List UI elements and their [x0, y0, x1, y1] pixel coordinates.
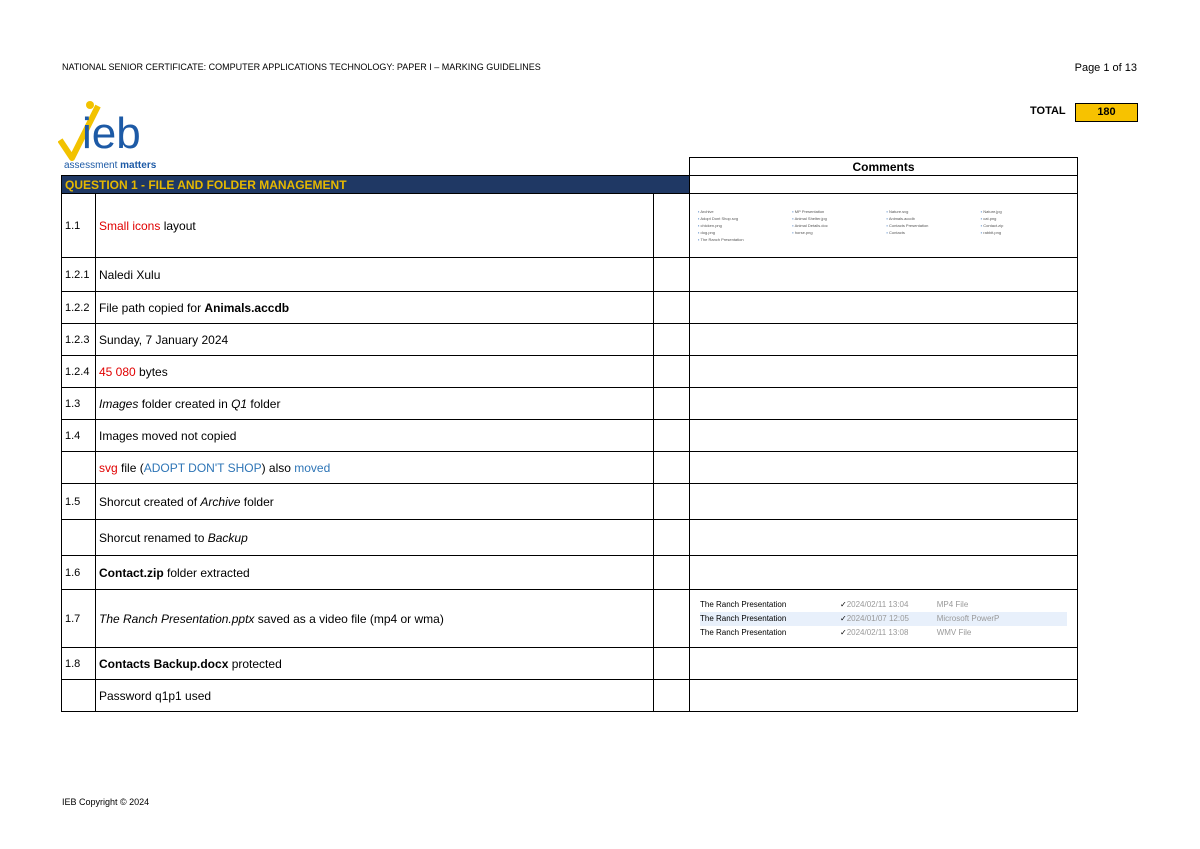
table-row: 1.5 Shorcut created of Archive folder	[62, 484, 1078, 520]
total-label: TOTAL	[1030, 105, 1066, 117]
thumb-file-item: ▪ The Ranch Presentation	[698, 237, 786, 242]
table-row: 1.2.1 Naledi Xulu	[62, 258, 1078, 292]
file-row	[700, 612, 1067, 626]
footer-copyright: IEB Copyright © 2024	[62, 797, 150, 807]
table-row: svg file (ADOPT DON'T SHOP) also moved	[62, 452, 1078, 484]
logo-wordmark: ieb	[82, 109, 141, 158]
thumb-file-item: ▪ Animal Shelter.jpg	[792, 216, 880, 221]
thumb-file-item: ▪ Contact.zip	[981, 223, 1069, 228]
thumb-file-item: ▪ MP Presentation	[792, 209, 880, 214]
small-icons-screenshot	[690, 205, 1077, 246]
file-status: ✓	[840, 628, 847, 637]
file-status: ✓	[840, 600, 847, 609]
table-row: 1.4 Images moved not copied	[62, 420, 1078, 452]
file-type: MP4 File	[936, 600, 969, 609]
thumb-file-item: ▪ Archive	[698, 209, 786, 214]
file-name: The Ranch Presentation	[700, 600, 787, 609]
table-row: 1.6 Contact.zip folder extracted	[62, 556, 1078, 590]
thumb-file-item: ▪ Contacts	[887, 230, 975, 235]
file-name: The Ranch Presentation	[700, 614, 787, 623]
total-value: 180	[1075, 103, 1138, 122]
file-name: The Ranch Presentation	[700, 628, 787, 637]
page-number: Page 1 of 13	[1074, 62, 1137, 74]
logo-tagline-b: matters	[120, 160, 157, 171]
thumb-file-item: ▪ Animals.accdb	[887, 216, 975, 221]
file-row	[700, 598, 1067, 612]
thumb-file-item: ▪ chicken.png	[698, 223, 786, 228]
file-date: 2024/02/11 13:08	[846, 628, 909, 637]
thumb-file-item: ▪ horse.png	[792, 230, 880, 235]
table-row: Shorcut renamed to Backup	[62, 520, 1078, 556]
file-date: 2024/01/07 12:05	[846, 614, 909, 623]
file-date: 2024/02/11 13:04	[846, 600, 909, 609]
table-row: 1.8 Contacts Backup.docx protected	[62, 648, 1078, 680]
file-row	[700, 626, 1067, 640]
table-row: 1.3 Images folder created in Q1 folder	[62, 388, 1078, 420]
thumb-file-item: ▪ Contacts Presentation	[887, 223, 975, 228]
marking-table	[61, 157, 1078, 712]
table-row: Password q1p1 used	[62, 680, 1078, 712]
comments-header: Comments	[690, 158, 1078, 176]
file-type: WMV File	[936, 628, 972, 637]
thumb-file-item: ▪ Nature.svg	[887, 209, 975, 214]
table-row: 1.2.3 Sunday, 7 January 2024	[62, 324, 1078, 356]
video-files-screenshot	[690, 595, 1077, 643]
file-type: Microsoft PowerP	[936, 614, 1000, 623]
table-row: 1.2.2 File path copied for Animals.accdb	[62, 292, 1078, 324]
thumb-file-item: ▪ dog.png	[698, 230, 786, 235]
file-status: ✓	[840, 614, 847, 623]
header-title: NATIONAL SENIOR CERTIFICATE: COMPUTER APPLICATIONS TECHNOLOGY: PAPER I – MARKING GUIDELINES	[62, 62, 541, 72]
table-row: 1.1 Small icons layout ▪ Archive ▪ MP Presentation ▪ Nature.svg ▪ Nature.jpg ▪ Adopt Dont Shop.svg ▪ Animal Shelter.jpg ▪ Animals.accdb ▪ cat.png ▪ chicken.png ▪ Animal Details.doc ▪ Contacts Presentation ▪ Contact.zip ▪ dog.png ▪ horse.png ▪ Contacts ▪ rabbit.png ▪ The Ranch Presentation	[62, 194, 1078, 258]
table-row: 1.7 The Ranch Presentation.pptx saved as a video file (mp4 or wma) The Ranch Presentation ✓ 2024/02/11 13:04 MP4 File The Ranch Presentation ✓ 2024/01/07 12:05 Microsoft PowerP The Ranch Presentation ✓ 2024/02/11 13:08 WMV File	[62, 590, 1078, 648]
thumb-file-item: ▪ cat.png	[981, 216, 1069, 221]
thumb-file-item: ▪ Animal Details.doc	[792, 223, 880, 228]
thumb-file-item: ▪ rabbit.png	[981, 230, 1069, 235]
question-title: QUESTION 1 - FILE AND FOLDER MANAGEMENT	[62, 176, 690, 194]
table-row: 1.2.4 45 080 bytes	[62, 356, 1078, 388]
thumb-file-item: ▪ Adopt Dont Shop.svg	[698, 216, 786, 221]
thumb-file-item: ▪ Nature.jpg	[981, 209, 1069, 214]
logo-tagline-a: assessment	[64, 160, 118, 171]
